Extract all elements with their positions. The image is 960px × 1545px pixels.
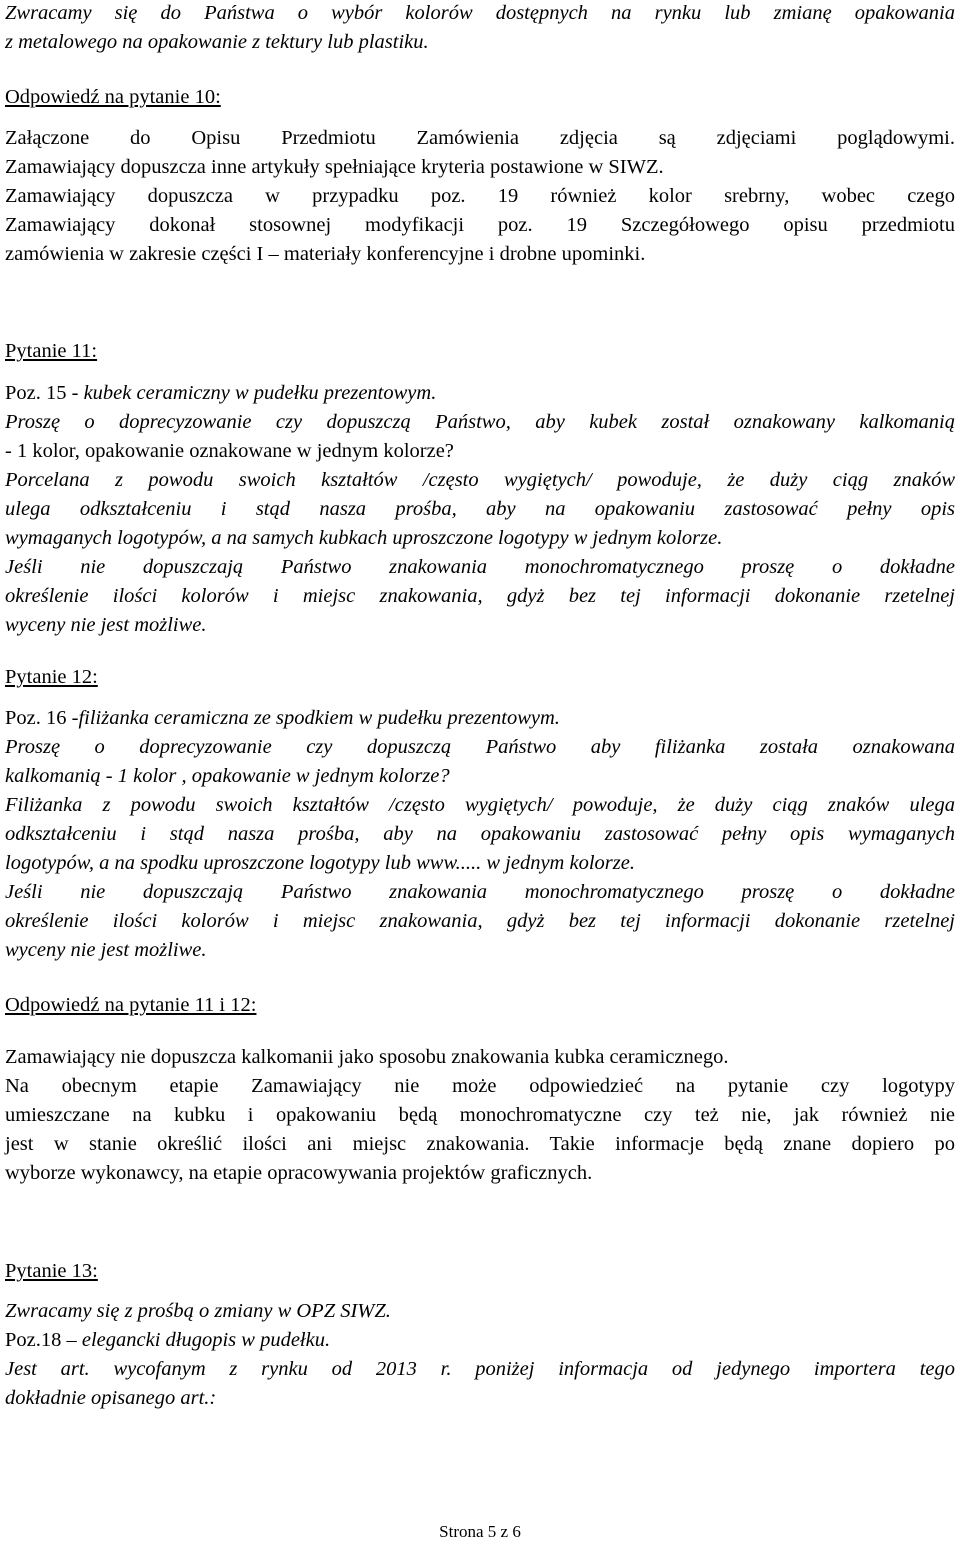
text-line [5,704,955,733]
text-line: Jeśli nie dopuszczają Państwo znakowania monochromatycznego proszę o dokładne [5,881,955,903]
text-line: Zamawiający dokonał stosownej modyfikacji poz. 19 Szczegółowego opisu przedmiotu [5,214,955,236]
text-line: odkształceniu i stąd nasza prośba, aby na opakowaniu zastosować pełny opis wymaganych [5,823,955,845]
question-11-body [5,379,955,640]
poz-item: elegancki długopis w pudełku. [81,1329,331,1351]
text-line [5,1326,955,1355]
text-line: Zamawiający dopuszcza w przypadku poz. 19 również kolor srebrny, wobec czego [5,185,955,207]
answer-11-12-body [5,1043,955,1188]
poz-item: filiżanka ceramiczna ze spodkiem w pudełku prezentowym. [78,707,560,729]
text-line: ulega odkształceniu i stąd nasza prośba, aby na opakowaniu zastosować pełny opis [5,498,955,520]
poz-number: Poz.18 – [5,1329,77,1351]
text-line: określenie ilości kolorów i miejsc znakowania, gdyż bez tej informacji dokonanie rzetelnej [5,910,955,932]
text-line: wyceny nie jest możliwe. [5,939,207,961]
text-line: określenie ilości kolorów i miejsc znakowania, gdyż bez tej informacji dokonanie rzetelnej [5,585,955,607]
text-line: umieszczane na kubku i opakowaniu będą monochromatyczne czy też nie, jak również nie [5,1104,955,1126]
text-line: Proszę o doprecyzowanie czy dopuszczą Państwo aby filiżanka została oznakowana [5,736,955,758]
intro-paragraph [5,0,955,57]
text-line: dokładnie opisanego art.: [5,1387,217,1409]
question-13-body [5,1297,955,1413]
text-line: Porcelana z powodu swoich kształtów /często wygiętych/ powoduje, że duży ciąg znaków [5,469,955,491]
text-line: Zwracamy się z prośbą o zmiany w OPZ SIWZ. [5,1300,391,1322]
question-12-body [5,704,955,965]
text-line: Zwracamy się do Państwa o wybór kolorów dostępnych na rynku lub zmianę opakowania [5,2,955,24]
text-line: wyceny nie jest możliwe. [5,614,207,636]
text-line: Jest art. wycofanym z rynku od 2013 r. poniżej informacja od jedynego importera tego [5,1358,955,1380]
poz-item: kubek ceramiczny w pudełku prezentowym. [83,382,437,404]
poz-number: Poz. 16 - [5,707,79,729]
text-line: kalkomanią - 1 kolor , opakowanie w jednym kolorze? [5,765,450,787]
text-line: wymaganych logotypów, a na samych kubkach uproszczone logotypy w jednym kolorze. [5,527,723,549]
page-number-footer: Strona 5 z 6 [439,1522,521,1541]
question-11-heading: Pytanie 11: [5,340,98,362]
text-line: jest w stanie określić ilości ani miejsc znakowania. Takie informacje będą znane dopiero po [5,1133,955,1155]
question-12-heading: Pytanie 12: [5,666,98,688]
text-line: Załączone do Opisu Przedmiotu Zamówienia zdjęcia są zdjęciami poglądowymi. [5,127,955,149]
text-line: Jeśli nie dopuszczają Państwo znakowania monochromatycznego proszę o dokładne [5,556,955,578]
text-line: z metalowego na opakowanie z tektury lub plastiku. [5,31,429,53]
text-line [5,379,955,408]
text-line: zamówienia w zakresie części I – materiały konferencyjne i drobne upominki. [5,243,646,265]
text-line: Zamawiający dopuszcza inne artykuły spełniające kryteria postawione w SIWZ. [5,156,664,178]
text-line: Filiżanka z powodu swoich kształtów /często wygiętych/ powoduje, że duży ciąg znaków ulega [5,794,955,816]
text-line: wyborze wykonawcy, na etapie opracowywania projektów graficznych. [5,1162,593,1184]
text-line: Na obecnym etapie Zamawiający nie może odpowiedzieć na pytanie czy logotypy [5,1075,955,1097]
text-line: - 1 kolor, opakowanie oznakowane w jednym kolorze? [5,440,454,462]
text-line: Zamawiający nie dopuszcza kalkomanii jako sposobu znakowania kubka ceramicznego. [5,1046,729,1068]
text-line: Proszę o doprecyzowanie czy dopuszczą Państwo, aby kubek został oznakowany kalkomanią [5,411,955,433]
poz-number: Poz. 15 - [5,382,79,404]
text-line: logotypów, a na spodku uproszczone logotypy lub www..... w jednym kolorze. [5,852,635,874]
question-13-heading: Pytanie 13: [5,1260,98,1282]
answer-10-body [5,124,955,269]
answer-11-12-heading: Odpowiedź na pytanie 11 i 12: [5,994,257,1016]
answer-10-heading: Odpowiedź na pytanie 10: [5,86,221,108]
